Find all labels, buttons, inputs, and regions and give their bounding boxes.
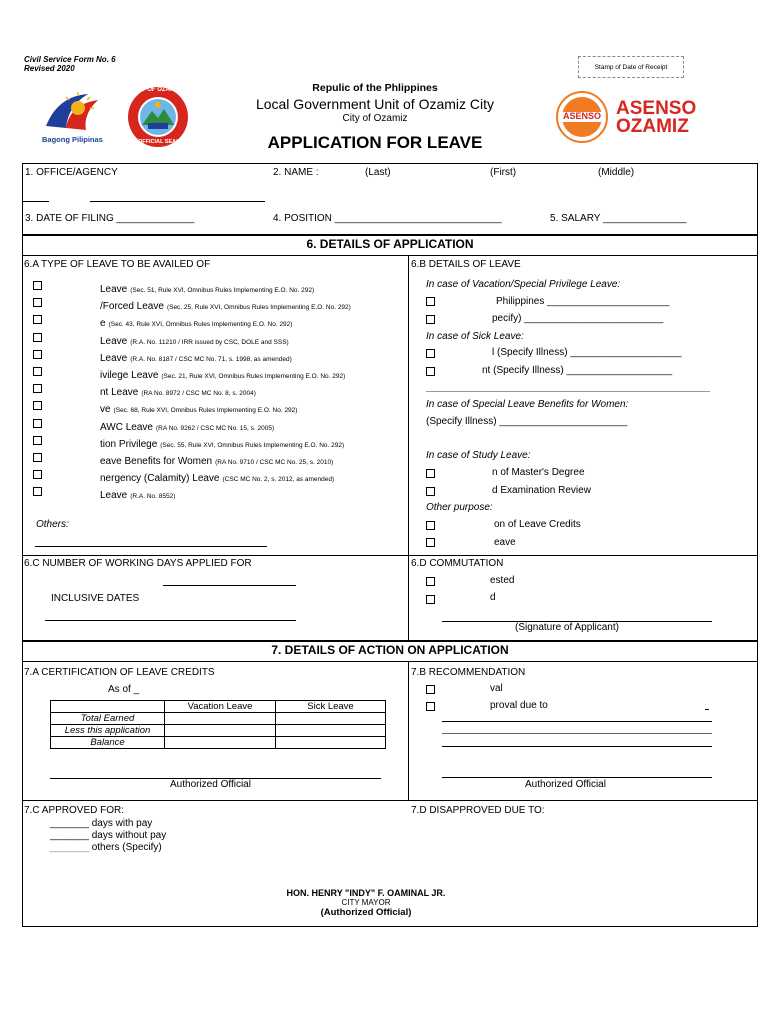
- section6a-title: 6.A TYPE OF LEAVE TO BE AVAILED OF: [24, 259, 211, 270]
- sick-less-cell[interactable]: [276, 725, 386, 737]
- section7-title: 7. DETAILS OF ACTION ON APPLICATION: [271, 643, 509, 657]
- leave-type-reference: (Sec. 51, Rule XVI, Omnibus Rules Implementing E.O. No. 292): [130, 287, 315, 294]
- for-disapproval-label: proval due to: [490, 700, 548, 711]
- leave-type-item: [100, 279, 314, 297]
- seal-text-bottom: OFFICIAL SEAL: [138, 139, 180, 145]
- in-hospital-checkbox[interactable]: [426, 349, 435, 358]
- section6c-title: 6.C NUMBER OF WORKING DAYS APPLIED FOR: [24, 558, 252, 569]
- seal-text-top: CITY OF OZAMIZ: [132, 87, 181, 93]
- middle-name-label: (Middle): [598, 167, 635, 178]
- last-name-label: (Last): [365, 167, 391, 178]
- mayor-name: HON. HENRY "INDY" F. OAMINAL JR.: [286, 888, 446, 898]
- women-illness-field[interactable]: (Specify Illness) _______________________: [426, 416, 628, 427]
- position-field[interactable]: 4. POSITION ______________________________: [273, 213, 502, 224]
- others-specify-label: others (Specify): [91, 842, 162, 853]
- section7c-title: 7.C APPROVED FOR:: [24, 805, 125, 816]
- recommending-official-label: Authorized Official: [525, 779, 606, 790]
- within-philippines-label: Philippines ______________________: [496, 296, 670, 307]
- leave-type-checkbox[interactable]: [33, 436, 42, 445]
- inclusive-dates-label: INCLUSIVE DATES: [51, 593, 140, 604]
- mayor-title: CITY MAYOR: [341, 898, 391, 907]
- form-revision: Revised 2020: [24, 64, 75, 73]
- leave-type-name: tion Privilege: [100, 439, 158, 450]
- first-name-label: (First): [490, 167, 517, 178]
- masters-degree-label: n of Master's Degree: [492, 467, 585, 478]
- other-purpose-label: Other purpose:: [426, 502, 493, 513]
- stamp-box: [578, 56, 684, 78]
- certifying-official-label: Authorized Official: [170, 779, 251, 790]
- vacation-leave-header: Vacation Leave: [165, 701, 276, 713]
- study-case-label: In case of Study Leave:: [426, 450, 531, 461]
- for-approval-label: val: [490, 683, 503, 694]
- lgu-name: Local Government Unit of Ozamiz City: [255, 96, 495, 112]
- sick-case-label: In case of Sick Leave:: [426, 331, 524, 342]
- leave-type-name: eave Benefits for Women: [100, 456, 213, 467]
- bagong-pilipinas-logo: [38, 86, 118, 146]
- leave-type-item: [100, 399, 297, 417]
- leave-type-name: Leave: [100, 284, 128, 295]
- leave-type-checkbox[interactable]: [33, 315, 42, 324]
- leave-type-reference: (CSC MC No. 2, s. 2012, as amended): [222, 476, 335, 483]
- leave-type-checkbox[interactable]: [33, 384, 42, 393]
- mayor-role: (Authorized Official): [320, 907, 412, 918]
- terminal-leave-label: eave: [494, 537, 516, 548]
- days-with-pay-blank[interactable]: _______: [50, 818, 89, 829]
- office-label: 1. OFFICE/AGENCY: [25, 167, 118, 178]
- less-application-label: Less this application: [51, 725, 165, 737]
- leave-type-reference: (Sec. 25, Rule XVI, Omnibus Rules Implementing E.O. No. 292): [166, 304, 351, 311]
- leave-type-checkbox[interactable]: [33, 367, 42, 376]
- form-number: Civil Service Form No. 6: [24, 55, 116, 64]
- bagong-pilipinas-caption: Bagong Pilipinas: [42, 135, 103, 144]
- total-earned-label: Total Earned: [51, 713, 165, 725]
- leave-type-item: [100, 468, 334, 486]
- leave-type-name: Leave: [100, 490, 128, 501]
- leave-type-item: [100, 451, 333, 469]
- section6-title: 6. DETAILS OF APPLICATION: [306, 237, 474, 251]
- leave-type-reference: (Sec. 55, Rule XVI, Omnibus Rules Implementing E.O. No. 292): [160, 442, 345, 449]
- abroad-checkbox[interactable]: [426, 315, 435, 324]
- others-specify-blank[interactable]: _______: [50, 842, 89, 853]
- leave-type-name: Leave: [100, 353, 128, 364]
- asenso-word: ASENSO: [616, 98, 697, 119]
- days-with-pay-label: days with pay: [91, 818, 153, 829]
- leave-type-checkbox[interactable]: [33, 453, 42, 462]
- name-label: 2. NAME :: [273, 167, 319, 178]
- sick-leave-header: Sick Leave: [276, 701, 386, 713]
- vacation-total-cell[interactable]: [165, 713, 276, 725]
- vacation-balance-cell[interactable]: [165, 737, 276, 749]
- leave-type-item: [100, 365, 345, 383]
- monetization-label: on of Leave Credits: [494, 519, 581, 530]
- salary-field[interactable]: 5. SALARY _______________: [550, 213, 687, 224]
- leave-credits-table: [50, 700, 386, 749]
- leave-type-reference: (Sec. 21, Rule XVI, Omnibus Rules Implementing E.O. No. 292): [161, 373, 346, 380]
- leave-type-item: [100, 485, 175, 503]
- leave-type-name: nt Leave: [100, 387, 139, 398]
- leave-type-item: [100, 434, 344, 452]
- requested-label: d: [490, 592, 496, 603]
- for-approval-checkbox[interactable]: [426, 685, 435, 694]
- leave-type-name: /Forced Leave: [100, 301, 164, 312]
- leave-type-reference: (RA No. 9262 / CSC MC No. 15, s. 2005): [155, 425, 275, 432]
- out-patient-label: nt (Specify Illness) ___________________: [482, 365, 673, 376]
- leave-type-checkbox[interactable]: [33, 350, 42, 359]
- leave-type-reference: (RA No. 9710 / CSC MC No. 25, s. 2010): [215, 459, 334, 466]
- others-label: Others:: [36, 519, 69, 530]
- monetization-checkbox[interactable]: [426, 521, 435, 530]
- women-case-label: In case of Special Leave Benefits for Women:: [426, 399, 629, 410]
- leave-type-name: AWC Leave: [100, 422, 153, 433]
- not-requested-label: ested: [490, 575, 515, 586]
- masters-degree-checkbox[interactable]: [426, 469, 435, 478]
- vacation-less-cell[interactable]: [165, 725, 276, 737]
- leave-type-name: nergency (Calamity) Leave: [100, 473, 220, 484]
- vacation-case-label: In case of Vacation/Special Privilege Leave:: [426, 279, 621, 290]
- leave-type-checkbox[interactable]: [33, 401, 42, 410]
- leave-type-checkbox[interactable]: [33, 333, 42, 342]
- as-of-label: As of _: [108, 684, 140, 695]
- out-patient-checkbox[interactable]: [426, 367, 435, 376]
- leave-type-name: ve: [100, 404, 111, 415]
- in-hospital-label: l (Specify Illness) ____________________: [492, 347, 682, 358]
- terminal-leave-checkbox[interactable]: [426, 538, 435, 547]
- section7d-title: 7.D DISAPPROVED DUE TO:: [411, 805, 545, 816]
- days-without-pay-blank[interactable]: _______: [50, 830, 89, 841]
- leave-type-item: [100, 331, 289, 349]
- leave-type-item: [100, 296, 351, 314]
- section6d-title: 6.D COMMUTATION: [411, 558, 504, 569]
- leave-type-checkbox[interactable]: [33, 298, 42, 307]
- leave-type-reference: (R.A. No. 11210 / IRR issued by CSC, DOLE and SSS): [130, 339, 289, 346]
- abroad-label: pecify) _________________________: [492, 313, 664, 324]
- within-philippines-checkbox[interactable]: [426, 297, 435, 306]
- section7a-title: 7.A CERTIFICATION OF LEAVE CREDITS: [24, 667, 215, 678]
- leave-type-name: Leave: [100, 336, 128, 347]
- for-disapproval-checkbox[interactable]: [426, 702, 435, 711]
- leave-type-checkbox[interactable]: [33, 419, 42, 428]
- asenso-ozamiz-logo: [546, 91, 706, 143]
- leave-type-reference: (Sec. 43, Rule XVI, Omnibus Rules Implementing E.O. No. 292): [108, 321, 293, 328]
- republic-line: Repulic of the Phlippines: [312, 82, 438, 94]
- requested-checkbox[interactable]: [426, 595, 435, 604]
- page-title: APPLICATION FOR LEAVE: [267, 133, 483, 152]
- ozamiz-word: OZAMIZ: [616, 116, 689, 137]
- leave-type-checkbox[interactable]: [33, 281, 42, 290]
- leave-type-name: e: [100, 318, 106, 329]
- section7b-title: 7.B RECOMMENDATION: [411, 667, 526, 678]
- leave-type-item: [100, 348, 292, 366]
- leave-type-checkbox[interactable]: [33, 470, 42, 479]
- leave-type-reference: (Sec. 68, Rule XVI, Omnibus Rules Implementing E.O. No. 292): [113, 407, 298, 414]
- stamp-label: Stamp of Date of Receipt: [594, 64, 668, 71]
- bar-review-checkbox[interactable]: [426, 487, 435, 496]
- leave-type-reference: (R.A. No. 8552): [130, 493, 176, 500]
- section6b-title: 6.B DETAILS OF LEAVE: [411, 259, 521, 270]
- asenso-small-text: ASENSO: [563, 111, 602, 121]
- bar-review-label: d Examination Review: [492, 485, 591, 496]
- applicant-signature-label: (Signature of Applicant): [515, 622, 619, 633]
- city-name: City of Ozamiz: [342, 113, 408, 124]
- leave-type-name: ivilege Leave: [100, 370, 159, 381]
- leave-type-checkbox[interactable]: [33, 487, 42, 496]
- leave-type-item: [100, 382, 256, 400]
- not-requested-checkbox[interactable]: [426, 577, 435, 586]
- days-without-pay-label: days without pay: [91, 830, 167, 841]
- leave-type-reference: (RA No. 8972 / CSC MC No. 8, s. 2004): [141, 390, 256, 397]
- leave-type-reference: (R.A. No. 8187 / CSC MC No. 71, s. 1998, as amended): [130, 356, 292, 363]
- balance-label: Balance: [51, 737, 165, 749]
- sick-balance-cell[interactable]: [276, 737, 386, 749]
- leave-type-item: [100, 417, 274, 435]
- date-of-filing-field[interactable]: 3. DATE OF FILING ______________: [25, 213, 195, 224]
- leave-type-item: [100, 313, 292, 331]
- sick-total-cell[interactable]: [276, 713, 386, 725]
